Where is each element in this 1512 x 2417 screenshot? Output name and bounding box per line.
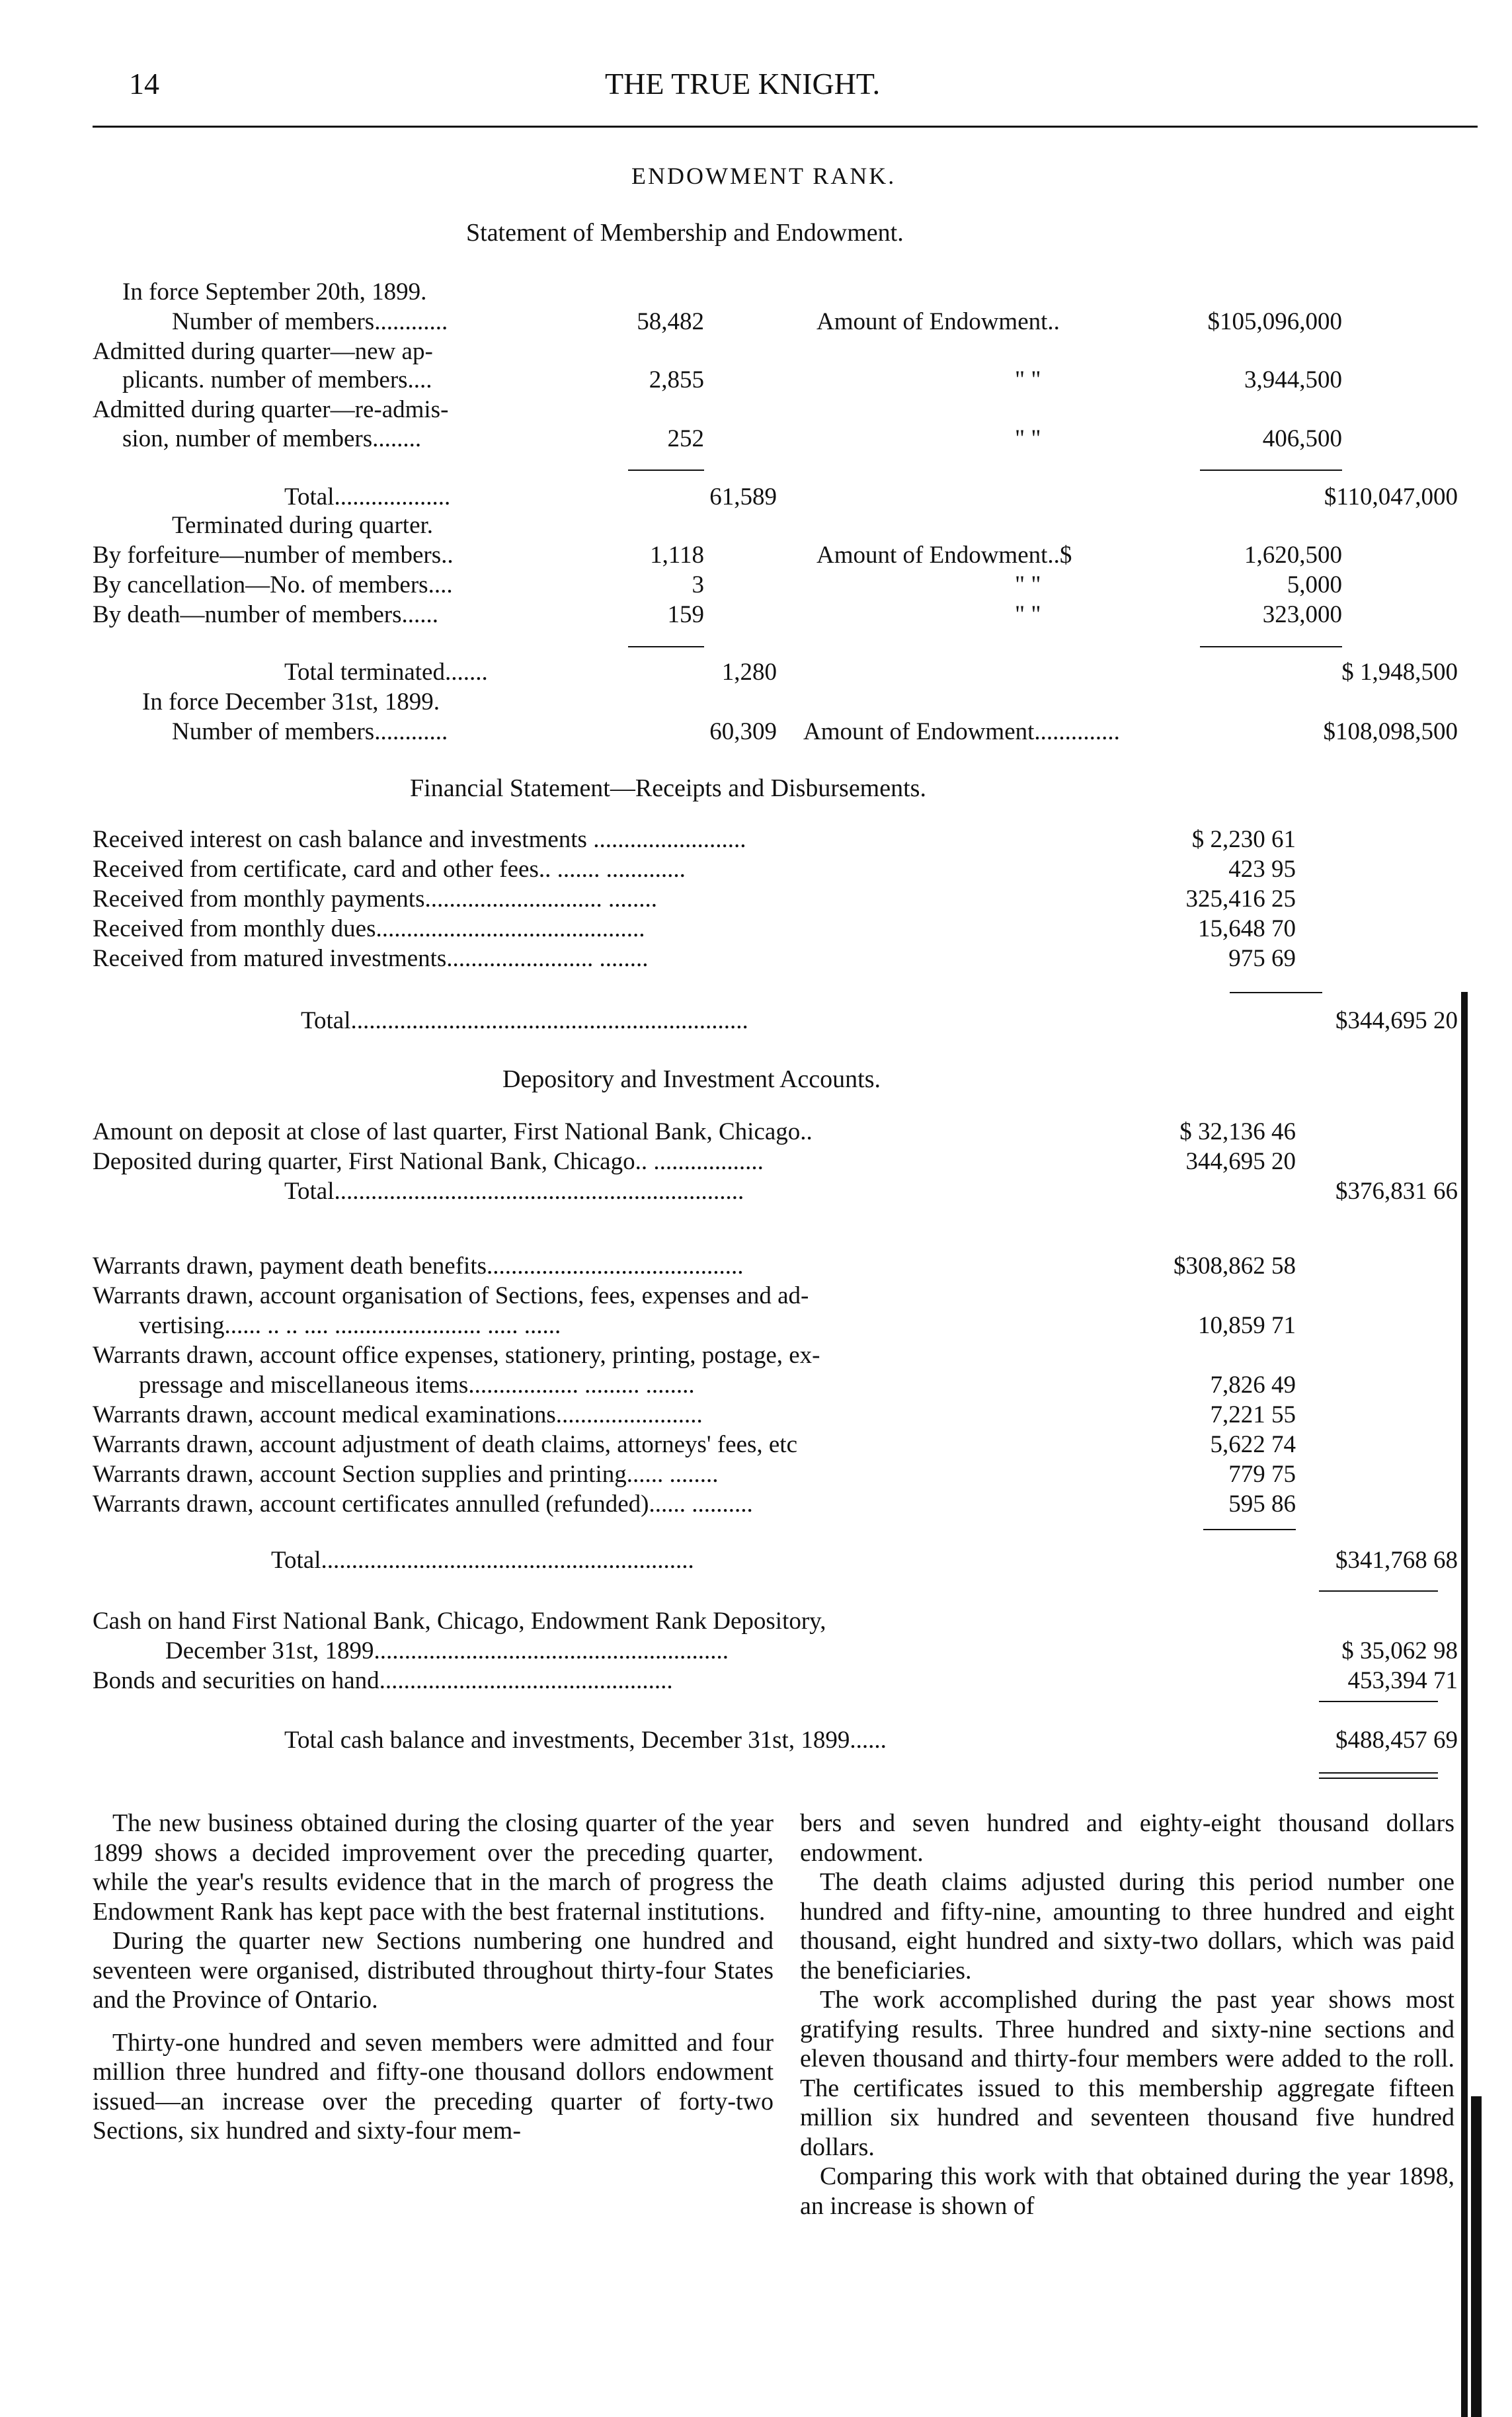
membership-row-label: sion, number of members........	[122, 425, 422, 452]
terminated-row-amount-label: Amount of Endowment..$	[816, 542, 1072, 569]
cash-amount: $ 35,062 98	[1341, 1637, 1458, 1664]
running-title: THE TRUE KNIGHT.	[605, 67, 881, 101]
membership-row-label: Number of members............	[172, 308, 448, 335]
warrant-row-amount: 7,826 49	[1210, 1372, 1296, 1399]
warrant-row-amount: 10,859 71	[1198, 1312, 1296, 1339]
cash-total-label: Total cash balance and investments, December 31st, 1899......	[284, 1727, 887, 1754]
terminated-row-amount: 1,620,500	[1244, 542, 1342, 569]
terminated-row-members: 3	[692, 571, 704, 598]
financial-total: $344,695 20	[1335, 1007, 1458, 1034]
terminated-row-members: 159	[667, 601, 704, 628]
membership-heading: Statement of Membership and Endowment.	[466, 219, 904, 247]
bonds-label: Bonds and securities on hand................................................	[93, 1667, 673, 1694]
final-members: 60,309	[709, 718, 777, 745]
membership-row-amount: $105,096,000	[1207, 308, 1342, 335]
left-paragraph: During the quarter new Sections numbering one hundred and seventeen were organised, distributed throughout thirty-four States and the Province of Ontario.	[93, 1927, 774, 2014]
bonds-amount: 453,394 71	[1347, 1667, 1458, 1694]
membership-row-members: 252	[667, 425, 704, 452]
left-paragraph: The new business obtained during the closing quarter of the year 1899 shows a decided improvement over the preceding quarter, while the year's results evidence that in the march of progress the Endowment Rank has kept pace with the best fraternal institutions.	[93, 1809, 774, 1926]
cash-line1: Cash on hand First National Bank, Chicago, Endowment Rank Depository,	[93, 1608, 826, 1635]
membership-row-amount-label: Amount of Endowment..	[816, 308, 1060, 335]
left-paragraph: Thirty-one hundred and seven members were admitted and four million three hundred and fifty-one thousand dollors endowment issued—an increase over the preceding quarter of forty-two Sections, six hundred and sixty-four mem-	[93, 2028, 774, 2145]
membership-row-label: plicants. number of members....	[122, 366, 432, 393]
subtotal-rule	[1200, 470, 1342, 471]
depository-row-amount: $ 32,136 46	[1179, 1118, 1296, 1145]
financial-row-amount: 975 69	[1228, 945, 1296, 972]
subtotal-rule	[628, 470, 704, 471]
terminated-row-amount-label: " "	[1015, 571, 1041, 598]
header-rule	[93, 126, 1478, 128]
warrant-row-label: Warrants drawn, account adjustment of death claims, attorneys' fees, etc	[93, 1431, 798, 1458]
terminated-row-amount: 323,000	[1262, 601, 1342, 628]
financial-row-label: Received from monthly payments............................. ........	[93, 885, 657, 913]
warrant-row-label: Warrants drawn, account office expenses, stationery, printing, postage, ex-	[93, 1342, 820, 1369]
final-amount: $108,098,500	[1323, 718, 1458, 745]
warrant-row-label: Warrants drawn, account organisation of Sections, fees, expenses and ad-	[93, 1282, 809, 1309]
financial-total-label: Total.................................................................	[301, 1007, 748, 1034]
depository-heading: Depository and Investment Accounts.	[502, 1065, 881, 1093]
subtotal-rule	[1319, 1590, 1438, 1592]
in-force-dec-label: In force December 31st, 1899.	[142, 688, 440, 716]
right-column	[800, 1809, 1454, 2221]
page-number: 14	[129, 67, 159, 101]
membership-total-members: 61,589	[709, 483, 777, 511]
total-terminated-label: Total terminated.......	[284, 659, 488, 686]
warrant-row-amount: 595 86	[1228, 1491, 1296, 1518]
cash-line2: December 31st, 1899..........................................................	[165, 1637, 729, 1664]
subtotal-rule	[1203, 1529, 1296, 1530]
warrant-row-label: pressage and miscellaneous items.................. ......... ........	[139, 1372, 695, 1399]
final-amount-label: Amount of Endowment..............	[803, 718, 1120, 745]
warrants-total: $341,768 68	[1335, 1547, 1458, 1574]
financial-row-label: Received from certificate, card and other fees.. ....... .............	[93, 856, 686, 883]
final-members-label: Number of members............	[172, 718, 448, 745]
terminated-label: Terminated during quarter.	[172, 512, 434, 539]
membership-row-members: 58,482	[637, 308, 704, 335]
terminated-row-label: By death—number of members......	[93, 601, 439, 628]
membership-row-amount-label: " "	[1015, 425, 1041, 452]
terminated-row-label: By cancellation—No. of members....	[93, 571, 453, 598]
financial-row-amount: 15,648 70	[1198, 915, 1296, 942]
double-rule	[1319, 1778, 1438, 1779]
section-title: ENDOWMENT RANK.	[631, 163, 896, 189]
warrants-total-label: Total.............................................................	[271, 1547, 694, 1574]
warrant-row-label: Warrants drawn, account Section supplies and printing...... ........	[93, 1461, 719, 1488]
warrant-row-label: Warrants drawn, account certificates annulled (refunded)...... ..........	[93, 1491, 753, 1518]
membership-row-label: Admitted during quarter—re-admis-	[93, 396, 449, 423]
terminated-row-amount: 5,000	[1287, 571, 1342, 598]
double-rule	[1319, 1772, 1438, 1774]
membership-row-label: Admitted during quarter—new ap-	[93, 338, 433, 365]
depository-total: $376,831 66	[1335, 1178, 1458, 1205]
subtotal-rule	[1200, 646, 1342, 647]
warrant-row-label: vertising...... .. .. .... ........................ ..... ......	[139, 1312, 561, 1339]
depository-total-label: Total...................................................................	[284, 1178, 744, 1205]
total-terminated-members: 1,280	[721, 659, 777, 686]
membership-row-amount: 406,500	[1262, 425, 1342, 452]
warrant-row-amount: 779 75	[1228, 1461, 1296, 1488]
terminated-row-members: 1,118	[650, 542, 704, 569]
right-paragraph: The work accomplished during the past year shows most gratifying results. Three hundred and sixty-nine sections and eleven thousand and thirty-four members were added to the roll. The certificates issued to this membership aggregate fifteen million six hundred and seventeen thousand five hundred dollars.	[800, 1986, 1454, 2161]
right-paragraph: Comparing this work with that obtained during the year 1898, an increase is shown of	[800, 2162, 1454, 2220]
depository-row-label: Amount on deposit at close of last quarter, First National Bank, Chicago..	[93, 1118, 813, 1145]
right-paragraph: bers and seven hundred and eighty-eight thousand dollars endowment.	[800, 1809, 1454, 1867]
warrant-row-amount: 5,622 74	[1210, 1431, 1296, 1458]
binding-edge	[1461, 992, 1468, 2417]
financial-row-label: Received from monthly dues............................................	[93, 915, 645, 942]
total-terminated-amount: $ 1,948,500	[1341, 659, 1458, 686]
warrant-row-amount: 7,221 55	[1210, 1401, 1296, 1428]
warrant-row-amount: $308,862 58	[1174, 1252, 1296, 1280]
binding-edge	[1471, 2096, 1482, 2417]
financial-row-label: Received interest on cash balance and investments .........................	[93, 826, 746, 853]
financial-row-label: Received from matured investments........................ ........	[93, 945, 649, 972]
subtotal-rule	[1230, 992, 1322, 993]
depository-row-label: Deposited during quarter, First National Bank, Chicago.. ..................	[93, 1148, 764, 1175]
financial-row-amount: 423 95	[1228, 856, 1296, 883]
subtotal-rule	[1319, 1701, 1438, 1702]
cash-total: $488,457 69	[1335, 1727, 1458, 1754]
left-column	[93, 1809, 774, 2146]
membership-row-members: 2,855	[649, 366, 704, 393]
membership-row-amount: 3,944,500	[1244, 366, 1342, 393]
financial-row-amount: $ 2,230 61	[1191, 826, 1296, 853]
right-paragraph: The death claims adjusted during this period number one hundred and fifty-nine, amounting to three hundred and eight thousand, eight hundred and sixty-two dollars, which was paid the beneficiaries.	[800, 1868, 1454, 1985]
membership-row-amount-label: " "	[1015, 366, 1041, 393]
in-force-label: In force September 20th, 1899.	[122, 278, 427, 306]
depository-row-amount: 344,695 20	[1185, 1148, 1296, 1175]
financial-row-amount: 325,416 25	[1185, 885, 1296, 913]
membership-total-label: Total...................	[284, 483, 451, 511]
warrant-row-label: Warrants drawn, payment death benefits..........................................	[93, 1252, 744, 1280]
subtotal-rule	[628, 646, 704, 647]
financial-heading: Financial Statement—Receipts and Disbursements.	[410, 774, 926, 802]
warrant-row-label: Warrants drawn, account medical examinations........................	[93, 1401, 703, 1428]
terminated-row-amount-label: " "	[1015, 601, 1041, 628]
terminated-row-label: By forfeiture—number of members..	[93, 542, 454, 569]
membership-total-amount: $110,047,000	[1324, 483, 1458, 511]
